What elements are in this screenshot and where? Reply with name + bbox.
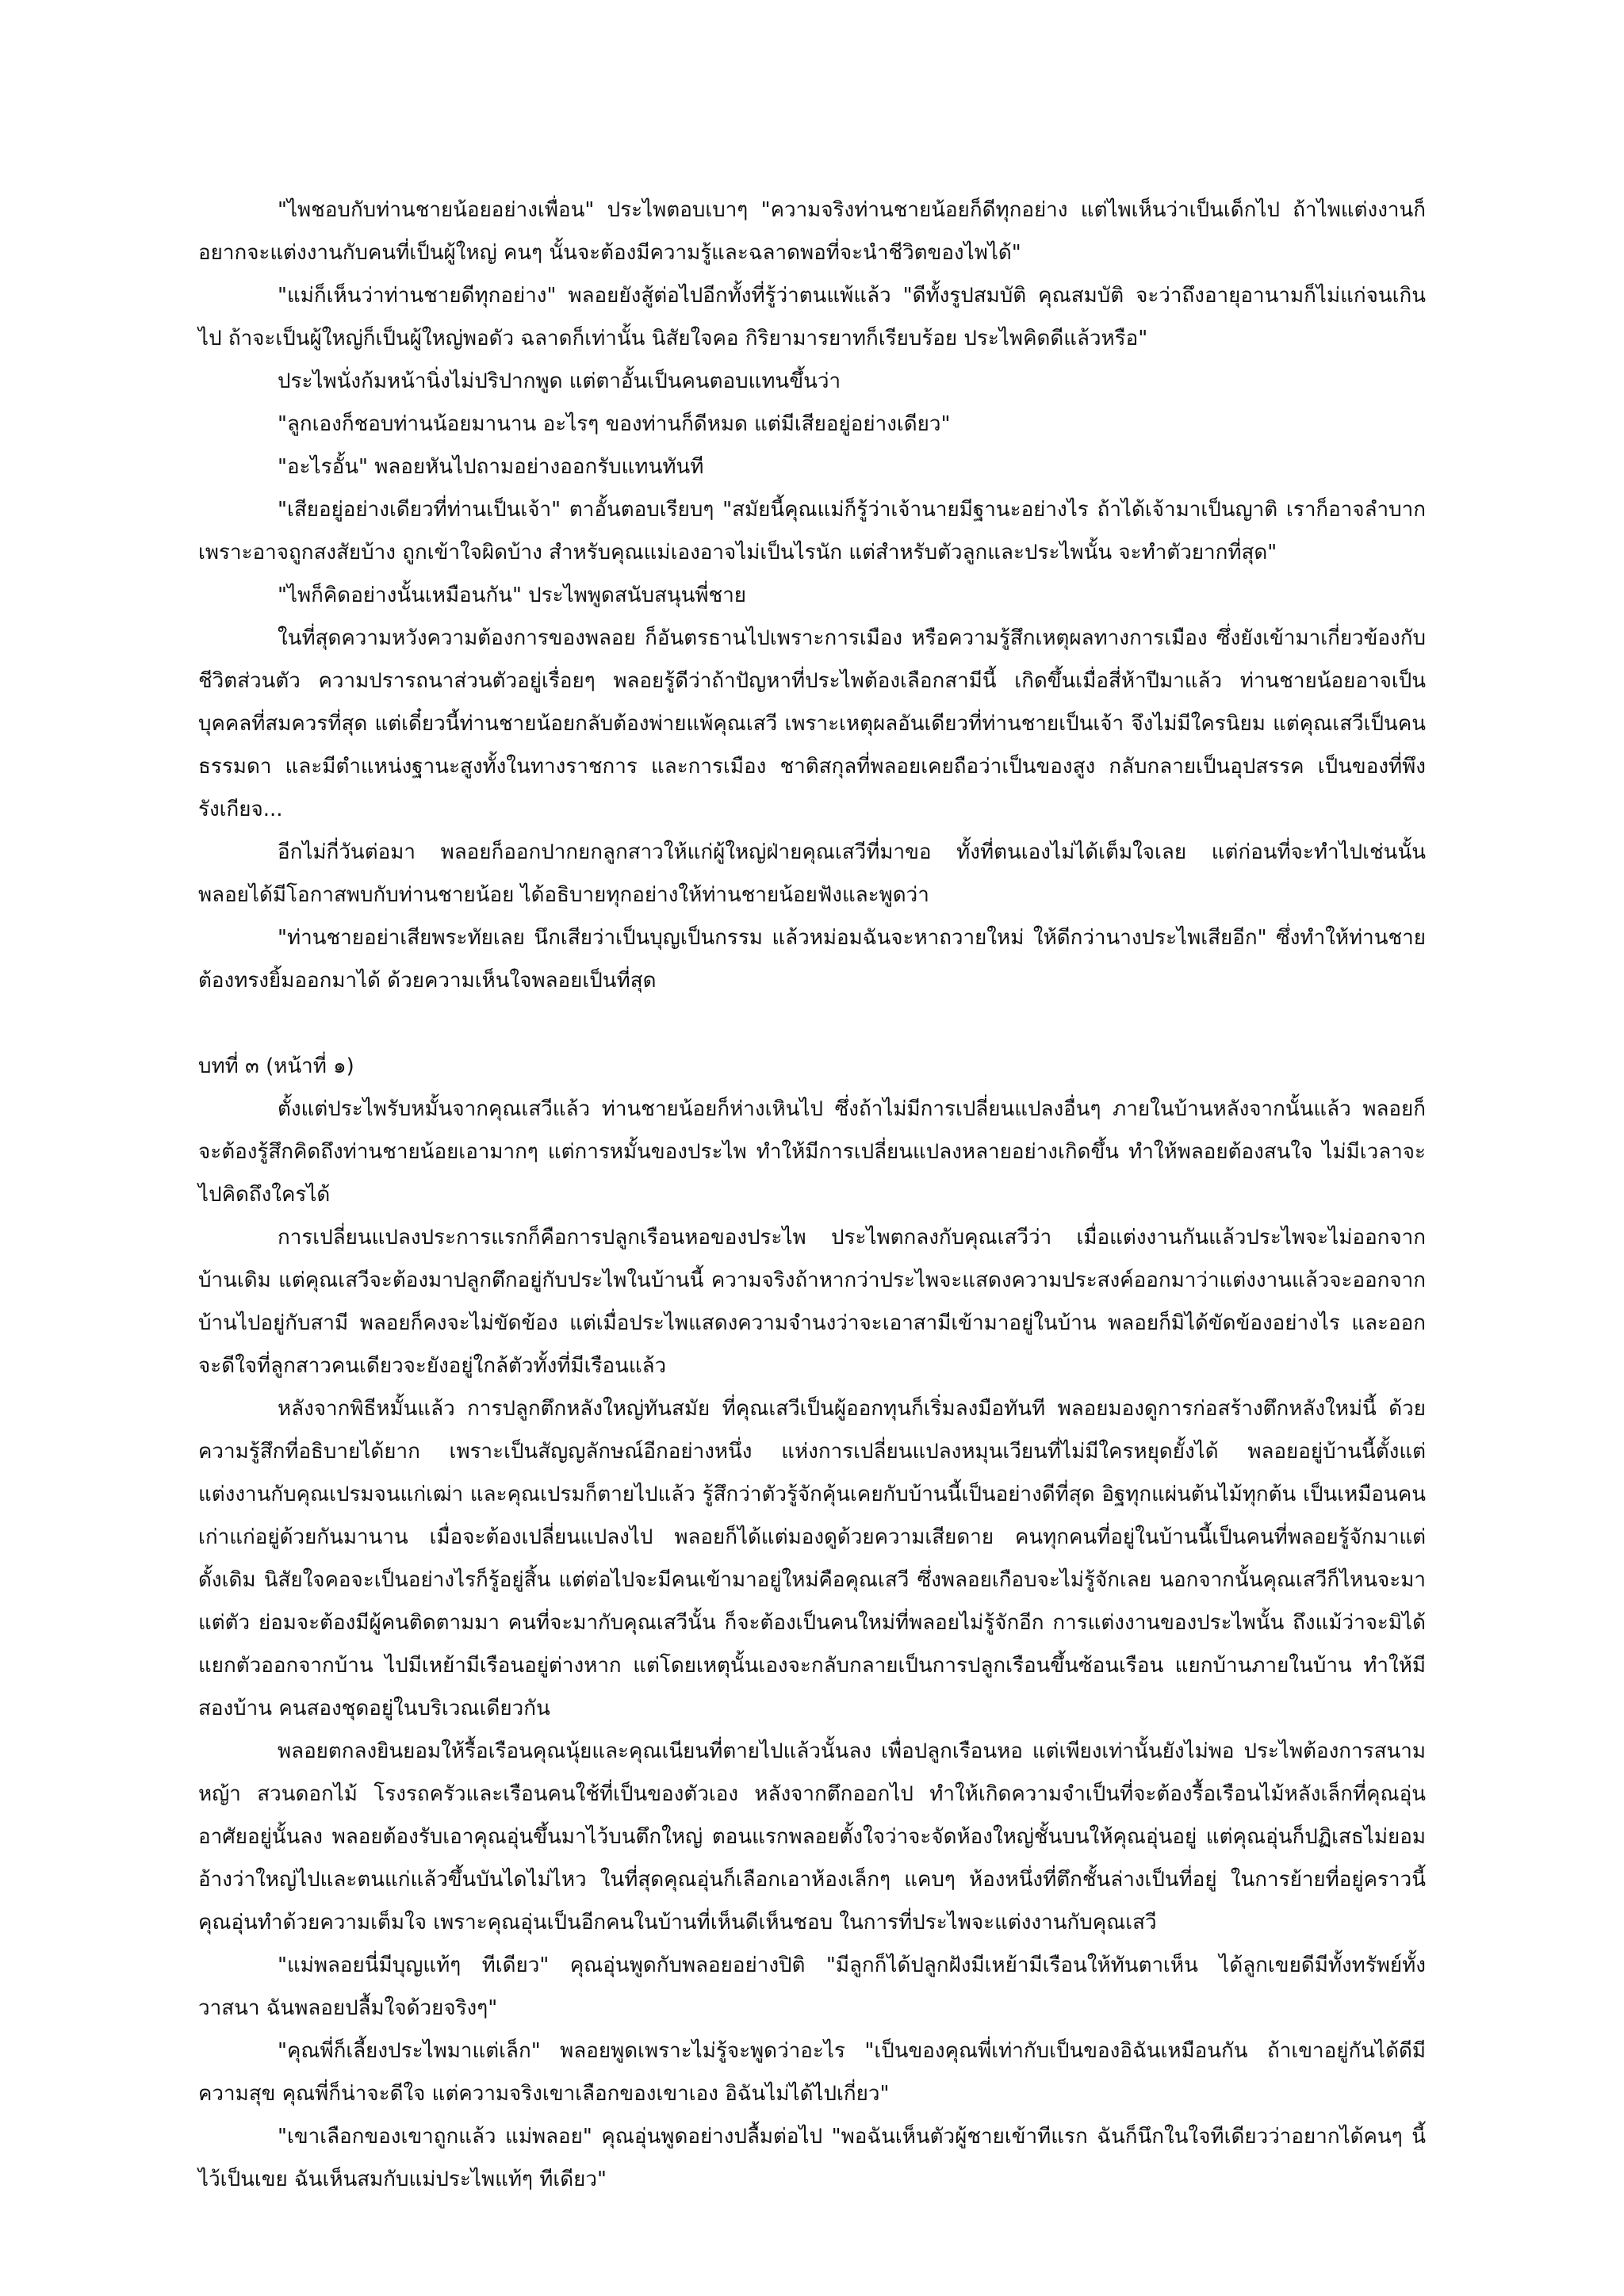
paragraph: "เสียอยู่อย่างเดียวที่ท่านเป็นเจ้า" ตาอั้นตอบเรียบๆ "สมัยนี้คุณแม่ก็รู้ว่าเจ้านายมีฐานะอย่างไร ถ้าได้เจ้ามาเป็นญาติ เราก็อาจลำบาก เพราะอาจถูกสงสัยบ้าง ถูกเข้าใจผิดบ้าง สำหรับคุณแม่เองอาจไม่เป็นไรนัก แต่สำหรับตัวลูกและประไพนั้น จะทำตัวยากที่สุด" [198,498,1426,564]
paragraph: "คุณพี่ก็เลี้ยงประไพมาแต่เล็ก" พลอยพูดเพราะไม่รู้จะพูดว่าอะไร "เป็นของคุณพี่เท่ากับเป็นของอิฉันเหมือนกัน ถ้าเขาอยู่กันได้ดีมีความสุข คุณพี่ก็น่าจะดีใจ แต่ความจริงเขาเลือกของเขาเอง อิฉันไม่ได้ไปเกี่ยว" [198,2039,1426,2106]
paragraph: การเปลี่ยนแปลงประการแรกก็คือการปลูกเรือนหอของประไพ ประไพตกลงกับคุณเสวีว่า เมื่อแต่งงานกันแล้วประไพจะไม่ออกจากบ้านเดิม แต่คุณเสวีจะต้องมาปลูกตึกอยู่กับประไพในบ้านนี้ ความจริงถ้าหากว่าประไพจะแสดงความประสงค์ออกมาว่าแต่งงานแล้วจะออกจากบ้านไปอยู่กับสามี พลอยก็คงจะไม่ขัดข้อง แต่เมื่อประไพแสดงความจำนงว่าจะเอาสามีเข้ามาอยู่ในบ้าน พลอยก็มิได้ขัดข้องอย่างไร และออกจะดีใจที่ลูกสาวคนเดียวจะยังอยู่ใกล้ตัวทั้งที่มีเรือนแล้ว [198,1226,1426,1378]
paragraph: อีกไม่กี่วันต่อมา พลอยก็ออกปากยกลูกสาวให้แก่ผู้ใหญ่ฝ่ายคุณเสวีที่มาขอ ทั้งที่ตนเองไม่ได้เต็มใจเลย แต่ก่อนที่จะทำไปเช่นนั้น พลอยได้มีโอกาสพบกับท่านชายน้อย ได้อธิบายทุกอย่างให้ท่านชายน้อยฟังและพูดว่า [198,840,1426,907]
paragraph: ประไพนั่งก้มหน้านิ่งไม่ปริปากพูด แต่ตาอั้นเป็นคนตอบแทนขึ้นว่า [278,369,841,393]
chapter-heading: บทที่ ๓ (หน้าที่ ๑) [198,1054,354,1078]
paragraph: "ไพชอบกับท่านชายน้อยอย่างเพื่อน" ประไพตอบเบาๆ "ความจริงท่านชายน้อยก็ดีทุกอย่าง แต่ไพเห็นว่าเป็นเด็กไป ถ้าไพแต่งงานก็อยากจะแต่งงานกับคนที่เป็นผู้ใหญ่ คนๆ นั้นจะต้องมีความรู้และฉลาดพอที่จะนำชีวิตของไพได้" [198,198,1426,265]
paragraph: หลังจากพิธีหมั้นแล้ว การปลูกตึกหลังใหญ่ทันสมัย ที่คุณเสวีเป็นผู้ออกทุนก็เริ่มลงมือทันที พลอยมองดูการก่อสร้างตึกหลังใหม่นี้ ด้วยความรู้สึกที่อธิบายได้ยาก เพราะเป็นสัญญลักษณ์อีกอย่างหนึ่ง แห่งการเปลี่ยนแปลงหมุนเวียนที่ไม่มีใครหยุดยั้งได้ พลอยอยู่บ้านนี้ตั้งแต่แต่งงานกับคุณเปรมจนแก่เฒ่า และคุณเปรมก็ตายไปแล้ว รู้สึกว่าตัวรู้จักคุ้นเคยกับบ้านนี้เป็นอย่างดีที่สุด อิฐทุกแผ่นต้นไม้ทุกต้น เป็นเหมือนคนเก่าแก่อยู่ด้วยกันมานาน เมื่อจะต้องเปลี่ยนแปลงไป พลอยก็ได้แต่มองดูด้วยความเสียดาย คนทุกคนที่อยู่ในบ้านนี้เป็นคนที่พลอยรู้จักมาแต่ดั้งเดิม นิสัยใจคอจะเป็นอย่างไรก็รู้อยู่สิ้น แต่ต่อไปจะมีคนเข้ามาอยู่ใหม่คือคุณเสวี ซึ่งพลอยเกือบจะไม่รู้จักเลย นอกจากนั้นคุณเสวีก็ไหนจะมาแต่ตัว ย่อมจะต้องมีผู้คนติดตามมา คนที่จะมากับคุณเสวีนั้น ก็จะต้องเป็นคนใหม่ที่พลอยไม่รู้จักอีก การแต่งงานของประไพนั้น ถึงแม้ว่าจะมิได้แยกตัวออกจากบ้าน ไปมีเหย้ามีเรือนอยู่ต่างหาก แต่โดยเหตุนั้นเองจะกลับกลายเป็นการปลูกเรือนขึ้นซ้อนเรือน แยกบ้านภายในบ้าน ทำให้มีสองบ้าน คนสองชุดอยู่ในบริเวณเดียวกัน [198,1397,1426,1720]
paragraph: "แม่พลอยนี่มีบุญแท้ๆ ทีเดียว" คุณอุ่นพูดกับพลอยอย่างปิติ "มีลูกก็ได้ปลูกฝังมีเหย้ามีเรือนให้ทันตาเห็น ได้ลูกเขยดีมีทั้งทรัพย์ทั้งวาสนา ฉันพลอยปลื้มใจด้วยจริงๆ" [198,1954,1426,2020]
paragraph: "เขาเลือกของเขาถูกแล้ว แม่พลอย" คุณอุ่นพูดอย่างปลื้มต่อไป "พอฉันเห็นตัวผู้ชายเข้าทีแรก ฉันก็นึกในใจทีเดียวว่าอยากได้คนๆ นี้ไว้เป็นเขย ฉันเห็นสมกับแม่ประไพแท้ๆ ทีเดียว" [198,2125,1426,2191]
paragraph: พลอยตกลงยินยอมให้รื้อเรือนคุณนุ้ยและคุณเนียนที่ตายไปแล้วนั้นลง เพื่อปลูกเรือนหอ แต่เพียงเท่านั้นยังไม่พอ ประไพต้องการสนามหญ้า สวนดอกไม้ โรงรถครัวและเรือนคนใช้ที่เป็นของตัวเอง หลังจากตึกออกไป ทำให้เกิดความจำเป็นที่จะต้องรื้อเรือนไม้หลังเล็กที่คุณอุ่นอาศัยอยู่นั้นลง พลอยต้องรับเอาคุณอุ่นขึ้นมาไว้บนตึกใหญ่ ตอนแรกพลอยตั้งใจว่าจะจัดห้องใหญ่ชั้นบนให้คุณอุ่นอยู่ แต่คุณอุ่นก็ปฏิเสธไม่ยอม อ้างว่าใหญ่ไปและตนแก่แล้วขึ้นบันไดไม่ไหว ในที่สุดคุณอุ่นก็เลือกเอาห้องเล็กๆ แคบๆ ห้องหนึ่งที่ตึกชั้นล่างเป็นที่อยู่ ในการย้ายที่อยู่คราวนี้คุณอุ่นทำด้วยความเต็มใจ เพราะคุณอุ่นเป็นอีกคนในบ้านที่เห็นดีเห็นชอบ ในการที่ประไพจะแต่งงานกับคุณเสวี [198,1739,1426,1934]
paragraph: "ไพก็คิดอย่างนั้นเหมือนกัน" ประไพพูดสนับสนุนพี่ชาย [278,584,747,607]
paragraph: "แม่ก็เห็นว่าท่านชายดีทุกอย่าง" พลอยยังสู้ต่อไปอีกทั้งที่รู้ว่าตนแพ้แล้ว "ดีทั้งรูปสมบัติ คุณสมบัติ จะว่าถึงอายุอานามก็ไม่แก่จนเกินไป ถ้าจะเป็นผู้ใหญ่ก็เป็นผู้ใหญ่พอดัว ฉลาดก็เท่านั้น นิสัยใจคอ กิริยามารยาทก็เรียบร้อย ประไพคิดดีแล้วหรือ" [198,284,1426,350]
paragraph: "ลูกเองก็ชอบท่านน้อยมานาน อะไรๆ ของท่านก็ดีหมด แต่มีเสียอยู่อย่างเดียว" [278,412,951,436]
paragraph: ในที่สุดความหวังความต้องการของพลอย ก็อันตรธานไปเพราะการเมือง หรือความรู้สึกเหตุผลทางการเมือง ซึ่งยังเข้ามาเกี่ยวข้องกับชีวิตส่วนตัว ความปรารถนาส่วนตัวอยู่เรื่อยๆ พลอยรู้ดีว่าถ้าปัญหาที่ประไพต้องเลือกสามีนี้ เกิดขึ้นเมื่อสี่ห้าปีมาแล้ว ท่านชายน้อยอาจเป็นบุคคลที่สมควรที่สุด แต่เดี๋ยวนี้ท่านชายน้อยกลับต้องพ่ายแพ้คุณเสวี เพราะเหตุผลอันเดียวที่ท่านชายเป็นเจ้า จึงไม่มีใครนิยม แต่คุณเสวีเป็นคนธรรมดา และมีตำแหน่งฐานะสูงทั้งในทางราชการ และการเมือง ชาติสกุลที่พลอยเคยถือว่าเป็นของสูง กลับกลายเป็นอุปสรรค เป็นของที่พึงรังเกียจ... [198,626,1426,821]
paragraph: "ท่านชายอย่าเสียพระทัยเลย นึกเสียว่าเป็นบุญเป็นกรรม แล้วหม่อมฉันจะหาถวายใหม่ ให้ดีกว่านางประไพเสียอีก" ซึ่งทำให้ท่านชายต้องทรงยิ้มออกมาได้ ด้วยความเห็นใจพลอยเป็นที่สุด [198,926,1426,993]
paragraph: ตั้งแต่ประไพรับหมั้นจากคุณเสวีแล้ว ท่านชายน้อยก็ห่างเหินไป ซึ่งถ้าไม่มีการเปลี่ยนแปลงอื่นๆ ภายในบ้านหลังจากนั้นแล้ว พลอยก็จะต้องรู้สึกคิดถึงท่านชายน้อยเอามากๆ แต่การหมั้นของประไพ ทำให้มีการเปลี่ยนแปลงหลายอย่างเกิดขึ้น ทำให้พลอยต้องสนใจ ไม่มีเวลาจะไปคิดถึงใครได้ [198,1097,1426,1207]
paragraph: "อะไรอั้น" พลอยหันไปถามอย่างออกรับแทนทันที [278,455,704,479]
